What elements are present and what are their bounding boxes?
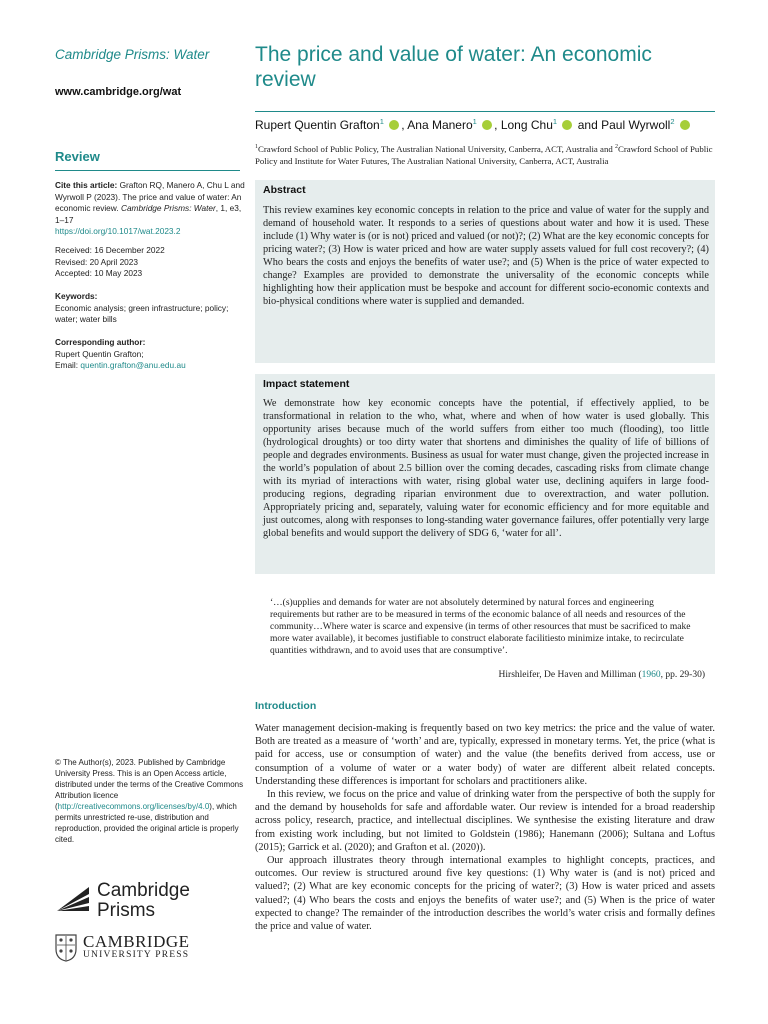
- orcid-icon[interactable]: [680, 120, 690, 130]
- received-date: Received: 16 December 2022: [55, 245, 165, 255]
- keywords-block: [55, 291, 245, 326]
- cup-logo-line1: CAMBRIDGE: [83, 932, 190, 951]
- title-divider: [255, 111, 715, 112]
- introduction-paragraph: Water management decision-making is frequently based on two key metrics: the price and the value of water. Both are treated as a measure of ‘worth’ and are, typically, expressed in monetary terms. Yet, the price (what is paid for access, use or consumption of water) and the value (the benefits derived from access, use or consumption of a volume of water or a water body) of water are different albeit related concepts. Understanding these differences is important for scholars and practitioners alike.: [255, 723, 715, 787]
- corresponding-author-block: [55, 337, 245, 372]
- epigraph-source: [270, 670, 705, 680]
- license-link[interactable]: http://creativecommons.org/licenses/by/4.0: [57, 802, 210, 811]
- epigraph-source-b: , pp. 29-30): [660, 670, 705, 680]
- author-name: Ana Manero: [407, 118, 473, 132]
- epigraph-quote: ‘…(s)upplies and demands for water are not absolutely determined by natural forces and engineering requirements but rather are to be measured in terms of the economic balance of all needs and resources of the community…Where water is scarce and expensive (in terms of other resources that must be sacrificed to make more water available), it becomes justifiable to construct elaborate facilitiesto minimize intake, to recirculate quantities withdrawn, and to avoid uses that are consumptive’.: [270, 598, 691, 656]
- license-notice: [55, 757, 245, 845]
- author-affiliation-sup: 1: [552, 117, 558, 126]
- author-affiliation-sup: 1: [472, 117, 477, 126]
- affiliations: [255, 141, 725, 167]
- license-text-a: © The Author(s), 2023. Published by Cambridge University Press. This is an Open Access article, distributed under the terms of the Creative Commons Attribution licence (: [55, 758, 244, 811]
- orcid-icon[interactable]: [562, 120, 572, 130]
- citation-text: Grafton RQ, Manero A, Chu L and Wyrwoll P (2023). The price and value of water: An economic review.: [55, 180, 245, 213]
- author-name: Paul Wyrwoll: [601, 118, 671, 132]
- affiliation-text: Crawford School of Public Policy and Institute for Water Futures, The Australian National University, Canberra, ACT, Australia: [255, 143, 713, 166]
- author-list: Rupert Quentin Grafton$^1$ , Ana Manero$^1$ , Long Chu$^1$ and Paul Wyrwoll$^2$: [255, 117, 725, 132]
- affiliation-sup: 2: [614, 144, 618, 150]
- citation-journal: Cambridge Prisms: Water: [120, 203, 216, 213]
- epigraph-source-a: Hirshleifer, De Haven and Milliman (: [498, 670, 642, 680]
- citation-volume: , 1, e3, 1–17: [55, 203, 242, 225]
- article-title: The price and value of water: An economic review: [255, 43, 652, 91]
- revised-date: Revised: 20 April 2023: [55, 256, 139, 267]
- introduction-body: [255, 722, 715, 933]
- corresponding-label: Corresponding author:: [55, 337, 146, 347]
- cambridge-prisms-logo: [55, 878, 235, 920]
- affiliation-text: Crawford School of Public Policy, The Australian National University, Canberra, ACT, Australia and: [258, 143, 615, 154]
- orcid-icon[interactable]: [389, 120, 399, 130]
- author-affiliation-sup: 1: [379, 117, 384, 126]
- citation-block: [55, 180, 245, 238]
- prisms-logo-line1: Cambridge: [97, 880, 190, 901]
- affiliation-sup: 1: [255, 144, 258, 150]
- email-link[interactable]: quentin.grafton@anu.edu.au: [80, 360, 186, 370]
- impact-heading: Impact statement: [263, 378, 350, 390]
- authors-and: and: [577, 118, 598, 132]
- article-dates: [55, 245, 245, 280]
- cambridge-university-press-logo: [55, 934, 255, 964]
- orcid-icon[interactable]: [482, 120, 492, 130]
- cup-logo-line2: UNIVERSITY PRESS: [83, 950, 190, 960]
- introduction-heading: Introduction: [255, 700, 317, 712]
- crest-icon: [55, 934, 77, 962]
- author-name: Long Chu: [500, 118, 553, 132]
- corresponding-name: Rupert Quentin Grafton;: [55, 348, 144, 359]
- prisms-logo-line2: Prisms: [97, 900, 156, 921]
- prisms-mark-icon: [55, 884, 91, 914]
- introduction-paragraph: Our approach illustrates theory through international examples to highlight concepts, practices, and outcomes. Our review is structured around five key questions: (1) Why water is (and is not) priced and valued?; (2) What are key economic concepts for the pricing of water?; (3) How is water priced and assets valued?; (4) Who bears the costs and enjoys the benefits of water use?; and (5) When is the price of water expected to change? The remainder of the introduction describes the world’s water crisis and formally defines the price and value of water.: [255, 855, 715, 933]
- keywords-label: Keywords:: [55, 291, 98, 301]
- abstract-heading: Abstract: [263, 184, 306, 196]
- journal-website-link[interactable]: www.cambridge.org/wat: [55, 86, 182, 98]
- accepted-date: Accepted: 10 May 2023: [55, 268, 143, 278]
- citation-label: Cite this article:: [55, 180, 118, 190]
- epigraph-year-link[interactable]: 1960: [641, 670, 661, 680]
- author-affiliation-sup: 2: [670, 117, 675, 126]
- abstract-text: This review examines key economic concepts in relation to the price and value of water for the supply and demand of household water. It responds to a series of questions about water and how it is used. These include (1) Why water is (or is not) priced and valued (or not)?; (2) What are the key economic concepts for pricing water?; (3) How is water priced and how are water supply assets valued for full cost recovery?; (4) Who bears the costs and enjoys the benefits of water use?; and (5) When is the price of water expected to change? Examples are provided to demonstrate the universality of the economic concepts while highlighting how their application must be bespoke and account for different socio-economic contexts and bio-physical conditions where water is supplied and demanded.: [263, 205, 709, 307]
- journal-name: Cambridge Prisms: Water: [55, 47, 210, 62]
- article-type-divider: [55, 170, 240, 171]
- abstract-box: [255, 180, 715, 363]
- impact-text: We demonstrate how key economic concepts have the potential, if effectively applied, to be transformational in relation to the who, what, where and when of how water is used globally. This opportunity arises because much of the world suffers from either too much (flooding), too little (hydrological droughts) or too dirty water that shortens and diminishes the quality of life of billions of people and degrades environments. Business as usual for water must change, given the projected increase in the world’s population of about 2.5 billion over the coming decades, cascading risks from climate change with its myriad of interactions with water, rising global water use, declining aquifers in large food-producing regions, degrading riparian environment due to overextraction, and water pollution. Appropriately pricing and, separately, valuing water for economic efficiency and for more equitable and just outcomes, along with responses to long-standing water governance failures, offer potentially very large global benefits and would support the delivery of SDG 6, ‘water for all’.: [263, 398, 709, 539]
- license-text-b: ), which permits unrestricted re-use, distribution and reproduction, provided the original article is properly cited.: [55, 802, 239, 844]
- author-name: Rupert Quentin Grafton: [255, 118, 380, 132]
- introduction-paragraph: In this review, we focus on the price and value of drinking water from the perspective of both the supply for and the demand by households for safe and affordable water. Our review is intended for a broad readership across policy, research, practice, and intellectual disciplines. We synthesise the existing literature and draw from existing work including, but not limited to Goldstein (1986); Hanemann (2006); Sultana and Loftus (2015); Garrick et al. (2020); and Grafton et al. (2020)).: [255, 789, 715, 853]
- keywords-text: Economic analysis; green infrastructure; policy; water; water bills: [55, 302, 229, 324]
- email-label: Email:: [55, 360, 79, 370]
- article-type: Review: [55, 149, 100, 164]
- impact-statement-box: [255, 374, 715, 574]
- citation-doi-link[interactable]: https://doi.org/10.1017/wat.2023.2: [55, 226, 181, 236]
